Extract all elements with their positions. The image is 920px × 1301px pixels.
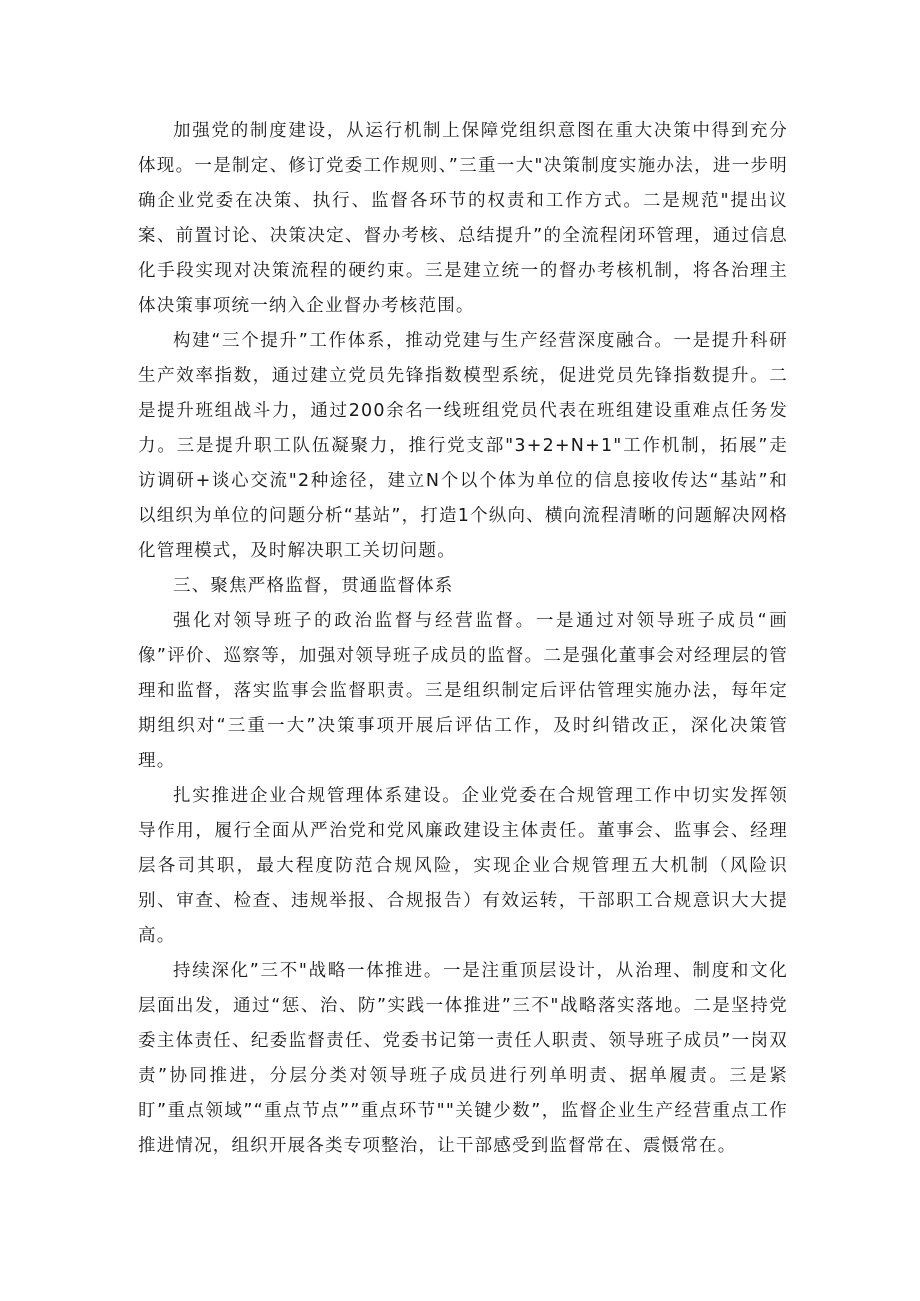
document-body xyxy=(138,114,788,1164)
paragraph-compliance-management: 扎实推进企业合规管理体系建设。企业党委在合规管理工作中切实发挥领导作用，履行全面从严治党和党风廉政建设主体责任。董事会、监事会、经理层各司其职，最大程度防范合规风险，实现企业合规管理五大机制（风险识别、审查、检查、违规举报、合规报告）有效运转，干部职工合规意识大大提高。 xyxy=(138,786,788,946)
paragraph-three-nos-strategy: 持续深化”三不"战略一体推进。一是注重顶层设计，从治理、制度和文化层面出发，通过“惩、治、防”实践一体推进”三不"战略落实落地。二是坚持党委主体责任、纪委监督责任、党委书记第一责任人职责、领导班子成员”一岗双责”协同推进，分层分类对领导班子成员进行列单明责、据单履责。三是紧盯”重点领域”“重点节点””重点环节""关键少数”，监督企业生产经营重点工作推进情况，组织开展各类专项整治，让干部感受到监督常在、震慑常在。 xyxy=(138,961,788,1156)
paragraph-leadership-supervision: 强化对领导班子的政治监督与经营监督。一是通过对领导班子成员“画像”评价、巡察等，加强对领导班子成员的监督。二是强化董事会对经理层的管理和监督，落实监事会监督职责。三是组织制定后评估管理实施办法，每年定期组织对“三重一大”决策事项开展后评估工作，及时纠错改正，深化决策管理。 xyxy=(138,611,788,771)
paragraph-institution-building: 加强党的制度建设，从运行机制上保障党组织意图在重大决策中得到充分体现。一是制定、修订党委工作规则、”三重一大"决策制度实施办法，进一步明确企业党委在决策、执行、监督各环节的权责和工作方式。二是规范"提出议案、前置讨论、决策决定、督办考核、总结提升”的全流程闭环管理，通过信息化手段实现对决策流程的硬约束。三是建立统一的督办考核机制，将各治理主体决策事项统一纳入企业督办考核范围。 xyxy=(138,121,788,316)
paragraph-three-improvements: 构建“三个提升”工作体系，推动党建与生产经营深度融合。一是提升科研生产效率指数，通过建立党员先锋指数模型系统，促进党员先锋指数提升。二是提升班组战斗力，通过200余名一线班组党员代表在班组建设重难点任务发力。三是提升职工队伍凝聚力，推行党支部"3+2+N+1"工作机制，拓展”走访调研+谈心交流"2种途径，建立N个以个体为单位的信息接收传达“基站”和以组织为单位的问题分析“基站”，打造1个纵向、横向流程清晰的问题解决网格化管理模式，及时解决职工关切问题。 xyxy=(138,331,788,561)
section-heading-supervision: 三、聚焦严格监督，贯通监督体系 xyxy=(173,576,454,596)
